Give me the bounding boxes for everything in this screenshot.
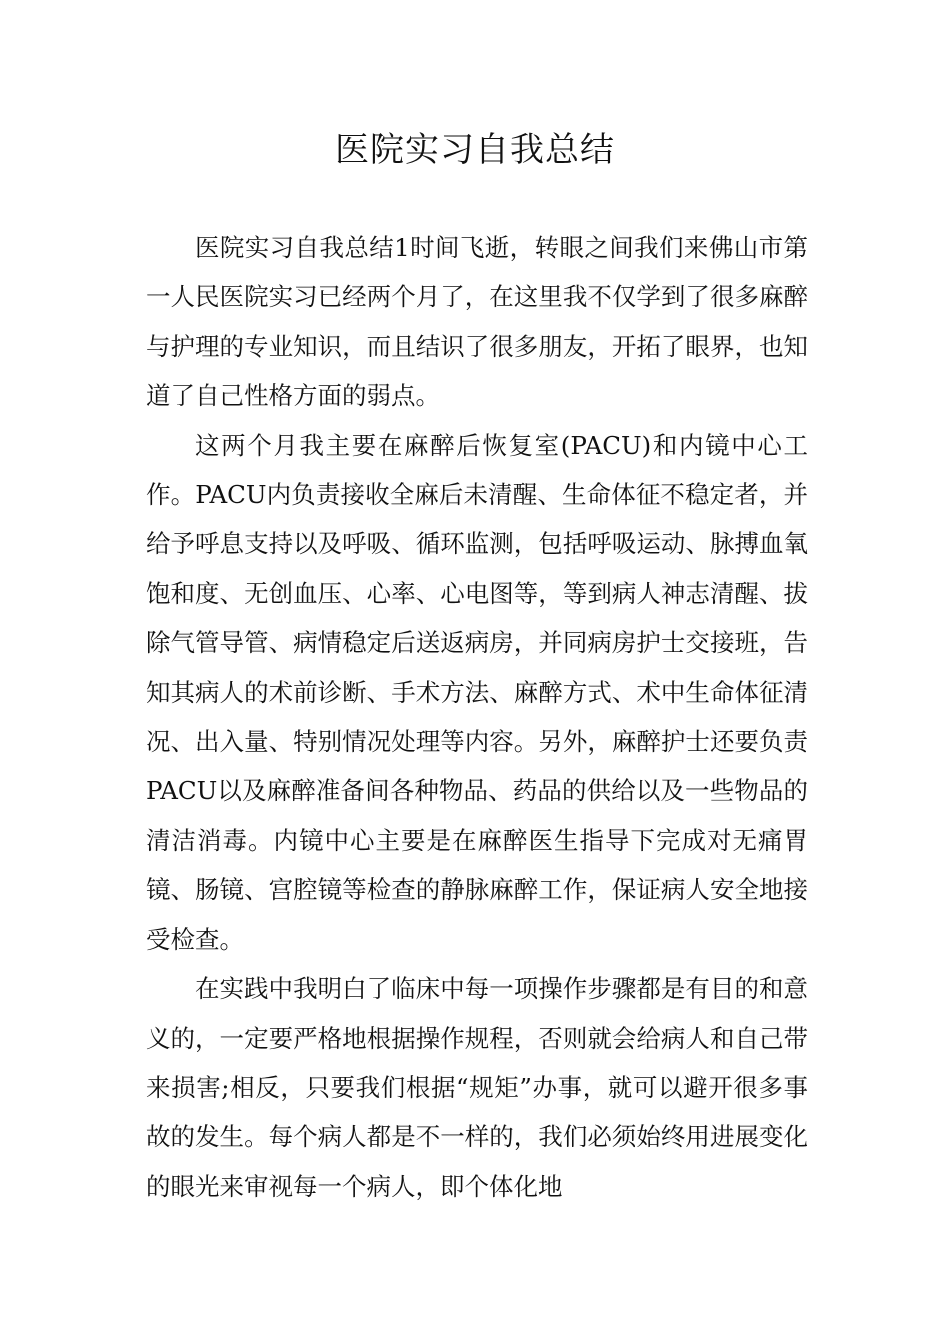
document-title: 医院实习自我总结 bbox=[335, 130, 615, 170]
paragraph-3: 在实践中我明白了临床中每一项操作步骤都是有目的和意义的，一定要严格地根据操作规程，否则就会给病人和自己带来损害;相反，只要我们根据“规矩”办事，就可以避开很多事故的发生。每个病人都是不一样的，我们必须始终用进展变化的眼光来审视每一个病人，即个体化地 bbox=[146, 974, 808, 1201]
paragraph-2: 这两个月我主要在麻醉后恢复室(PACU)和内镜中心工作。PACU内负责接收全麻后未清醒、生命体征不稳定者，并给予呼息支持以及呼吸、循环监测，包括呼吸运动、脉搏血氧饱和度、无创血压、心率、心电图等，等到病人神志清醒、拔除气管导管、病情稳定后送返病房，并同病房护士交接班，告知其病人的术前诊断、手术方法、麻醉方式、术中生命体征清况、出入量、特别情况处理等内容。另外，麻醉护士还要负责PACU以及麻醉准备间各种物品、药品的供给以及一些物品的清洁消毒。内镜中心主要是在麻醉医生指导下完成对无痛胃镜、肠镜、宫腔镜等检查的静脉麻醉工作，保证病人安全地接受检查。 bbox=[146, 430, 808, 954]
paragraph-1: 医院实习自我总结1时间飞逝，转眼之间我们来佛山市第一人民医院实习已经两个月了，在这里我不仅学到了很多麻醉与护理的专业知识，而且结识了很多朋友，开拓了眼界，也知道了自己性格方面的弱点。 bbox=[146, 233, 808, 411]
document-body bbox=[146, 223, 808, 1211]
